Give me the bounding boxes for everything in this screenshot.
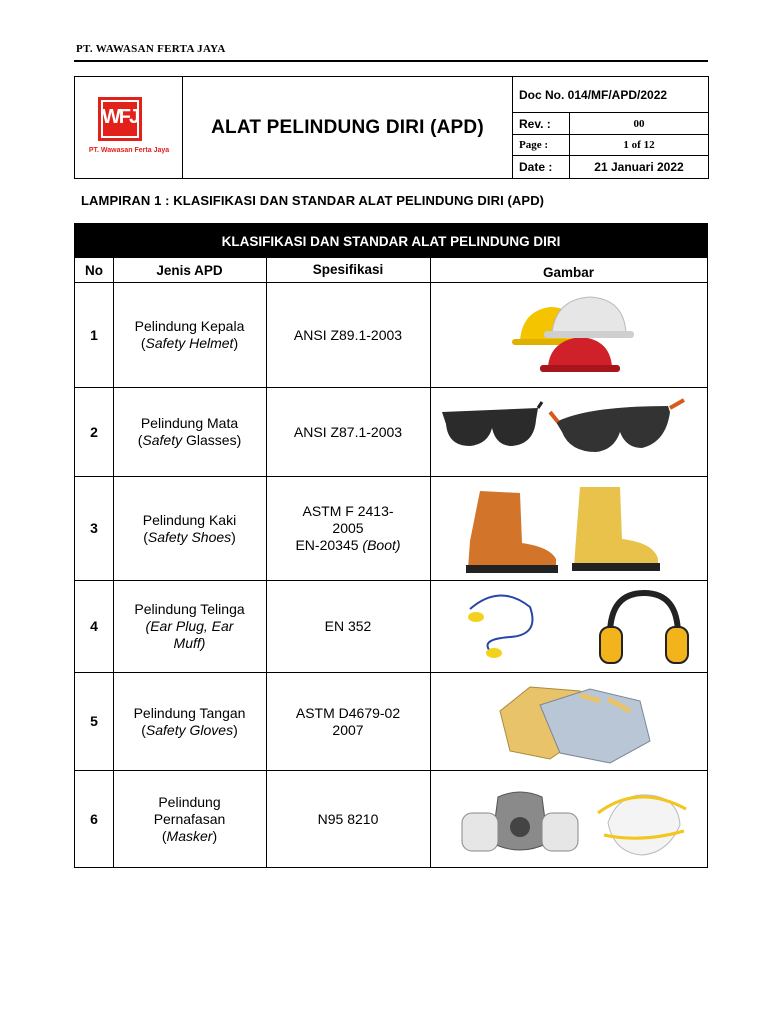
rev-label: Rev. : <box>513 113 570 134</box>
table-row <box>75 388 707 477</box>
apd-image <box>430 283 707 387</box>
apd-spec: EN 352 <box>324 618 372 634</box>
apd-spec: ASTM F 2413- 2005 EN-20345 (Boot) <box>295 503 401 553</box>
safety-helmet-icon <box>500 289 640 379</box>
logo-cell <box>75 77 183 178</box>
table-header-row <box>75 258 707 283</box>
apd-type: Pelindung Kaki (Safety Shoes) <box>142 511 237 545</box>
col-header-image: Gambar <box>542 265 595 280</box>
document-info <box>513 77 708 178</box>
apd-type: Pelindung Pernafasan (Masker) <box>153 793 226 844</box>
col-header-no: No <box>85 262 103 278</box>
apd-type: Pelindung Telinga (Ear Plug, Ear Muff) <box>134 601 245 651</box>
table-row <box>75 283 707 388</box>
row-number: 5 <box>90 713 98 729</box>
row-number: 2 <box>90 423 98 440</box>
row-number: 6 <box>90 810 98 827</box>
date-value: 21 Januari 2022 <box>594 160 684 174</box>
header-rule <box>74 60 708 62</box>
ear-protection-icon <box>460 587 690 669</box>
doc-number: Doc No. 014/MF/APD/2022 <box>519 87 668 102</box>
document-header <box>74 76 709 179</box>
page-label: Page : <box>513 135 570 155</box>
safety-glasses-icon <box>438 398 703 468</box>
apd-image <box>430 477 707 580</box>
rev-value: 00 <box>633 117 645 130</box>
logo-text: WFJ <box>101 106 139 128</box>
apd-spec: ANSI Z89.1-2003 <box>293 326 403 343</box>
respirator-mask-icon <box>458 783 690 861</box>
table-caption: KLASIFIKASI DAN STANDAR ALAT PELINDUNG DIRI <box>75 224 707 258</box>
table-row <box>75 477 707 581</box>
page-value: 1 of 12 <box>623 139 655 151</box>
table-row <box>75 771 707 867</box>
apd-spec: ANSI Z87.1-2003 <box>293 423 403 440</box>
row-number: 3 <box>90 520 98 536</box>
apd-type: Pelindung Mata (Safety Glasses) <box>137 415 242 448</box>
apd-image <box>430 388 707 476</box>
apd-table <box>74 223 708 868</box>
row-number: 4 <box>90 618 98 634</box>
document-title: ALAT PELINDUNG DIRI (APD) <box>211 116 484 138</box>
apd-type: Pelindung Tangan (Safety Gloves) <box>133 704 246 738</box>
table-row <box>75 581 707 673</box>
title-cell <box>183 77 513 178</box>
apd-spec: ASTM D4679-02 2007 <box>295 704 401 738</box>
apd-image <box>430 771 707 867</box>
row-number: 1 <box>90 326 98 343</box>
col-header-spec: Spesifikasi <box>312 262 384 277</box>
col-header-type: Jenis APD <box>156 262 223 278</box>
company-header: PT. WAWASAN FERTA JAYA <box>76 43 226 55</box>
table-row <box>75 673 707 771</box>
apd-image <box>430 673 707 770</box>
safety-gloves-icon <box>490 681 660 765</box>
appendix-title: LAMPIRAN 1 : KLASIFIKASI DAN STANDAR ALAT PELINDUNG DIRI (APD) <box>81 193 545 208</box>
apd-image <box>430 581 707 672</box>
safety-boots-icon <box>460 481 660 577</box>
company-logo <box>98 97 142 141</box>
apd-spec: N95 8210 <box>317 810 379 827</box>
logo-caption: PT. Wawasan Ferta Jaya <box>88 147 170 154</box>
apd-type: Pelindung Kepala (Safety Helmet) <box>134 318 245 351</box>
date-label: Date : <box>513 156 570 178</box>
